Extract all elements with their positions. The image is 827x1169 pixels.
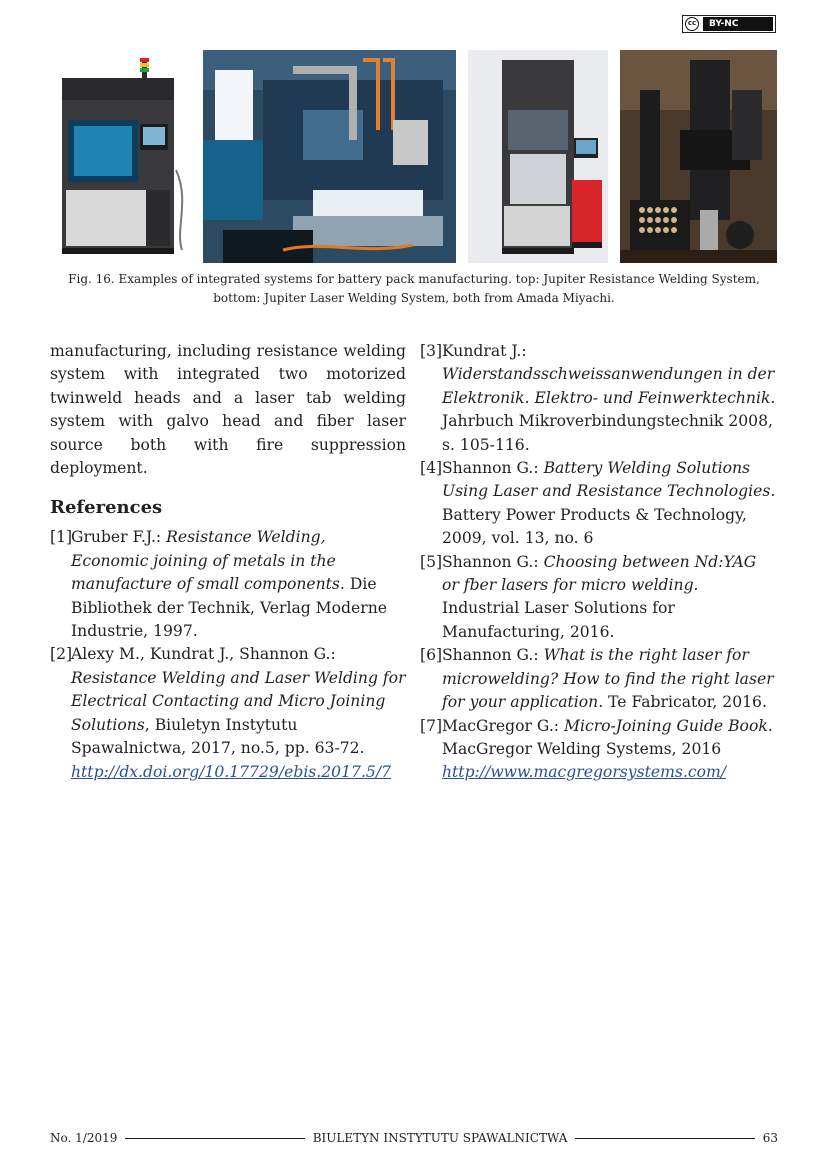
page-number: 63 xyxy=(762,1131,779,1145)
reference-number: [6] xyxy=(420,646,443,665)
reference-authors: Shannon G.: xyxy=(442,646,544,665)
reference-details: MacGregor Welding Systems, 2016 xyxy=(442,739,722,758)
reference-authors: Gruber F.J.: xyxy=(71,528,167,547)
right-column xyxy=(420,340,778,785)
body-paragraph: manufacturing, including resistance welding system with integrated two motorized twinweld heads and a laser tab welding system with galvo head and fiber laser source both with fire suppression deployment. xyxy=(50,342,406,478)
reference-title: Micro-Joining Guide Book. xyxy=(564,716,773,735)
journal-name: BIULETYN INSTYTUTU SPAWALNICTWA xyxy=(312,1131,568,1145)
reference-number: [7] xyxy=(420,716,443,735)
reference-number: [5] xyxy=(420,552,443,571)
reference-title: Widerstandsschweissanwendungen in der Elektronik. Elektro- und Feinwerktechnik. xyxy=(442,365,776,407)
reference-title: Resistance Welding, Economic joining of metals in the manufacture of small components xyxy=(71,528,340,594)
reference-authors: Shannon G.: xyxy=(442,552,544,571)
photo-laser-welding-interior xyxy=(620,50,777,263)
reference-item xyxy=(50,643,406,783)
reference-title: What is the right laser for microwelding? How to find the right laser for your application xyxy=(442,646,774,712)
issue-number: No. 1/2019 xyxy=(50,1131,118,1145)
reference-number: [4] xyxy=(420,459,443,478)
footer-rule xyxy=(575,1138,754,1139)
reference-details: . Die Bibliothek der Technik, Verlag Moderne Industrie, 1997. xyxy=(71,575,387,641)
reference-number: [3] xyxy=(420,342,443,360)
reference-item xyxy=(420,340,778,457)
reference-number: [1] xyxy=(50,528,73,547)
reference-item xyxy=(420,551,778,645)
reference-title: Resistance Welding and Laser Welding for Electrical Contacting and Micro Joining Solutions xyxy=(71,668,406,734)
reference-item xyxy=(420,457,778,551)
figure-caption: Fig. 16. Examples of integrated systems for battery pack manufacturing. top: Jupiter Resistance Welding System, bottom: Jupiter Laser Welding System, both from Amada Miyachi. xyxy=(68,272,760,305)
photo-resistance-welding-system xyxy=(50,50,190,263)
left-column xyxy=(50,340,406,784)
cc-icon: cc xyxy=(685,17,699,31)
reference-link[interactable]: http://www.macgregorsystems.com/ xyxy=(442,763,726,782)
reference-details: Industrial Laser Solutions for Manufacturing, 2016. xyxy=(442,599,675,641)
reference-authors: Kundrat J.: xyxy=(442,342,527,360)
reference-details: , Biuletyn Instytutu Spawalnictwa, 2017, no.5, pp. 63-72. xyxy=(71,715,365,758)
reference-authors: MacGregor G.: xyxy=(442,716,564,735)
reference-details: Battery Power Products & Technology, 2009, vol. 13, no. 6 xyxy=(442,505,747,548)
footer-rule xyxy=(125,1138,304,1139)
reference-title: Choosing between Nd:YAG or fber lasers for micro welding. xyxy=(442,552,757,595)
license-label: BY-NC xyxy=(703,17,773,31)
license-badge xyxy=(682,15,776,33)
reference-item xyxy=(420,715,778,785)
reference-authors: Alexy M., Kundrat J., Shannon G.: xyxy=(71,645,336,664)
reference-title: Battery Welding Solutions Using Laser and Resistance Technologies. xyxy=(442,459,776,501)
page-footer xyxy=(50,1131,778,1145)
reference-details: Jahrbuch Mikroverbindungstechnik 2008, s. 105-116. xyxy=(442,412,773,454)
reference-item xyxy=(420,644,778,714)
reference-details: . Te Fabricator, 2016. xyxy=(598,693,767,712)
reference-item xyxy=(50,526,406,643)
photo-laser-welding-system xyxy=(468,50,608,263)
references-heading: References xyxy=(50,497,163,519)
photo-resistance-welding-interior xyxy=(203,50,456,263)
reference-number: [2] xyxy=(50,645,73,664)
reference-authors: Shannon G.: xyxy=(442,459,544,478)
reference-link[interactable]: http://dx.doi.org/10.17729/ebis.2017.5/7 xyxy=(71,762,391,781)
